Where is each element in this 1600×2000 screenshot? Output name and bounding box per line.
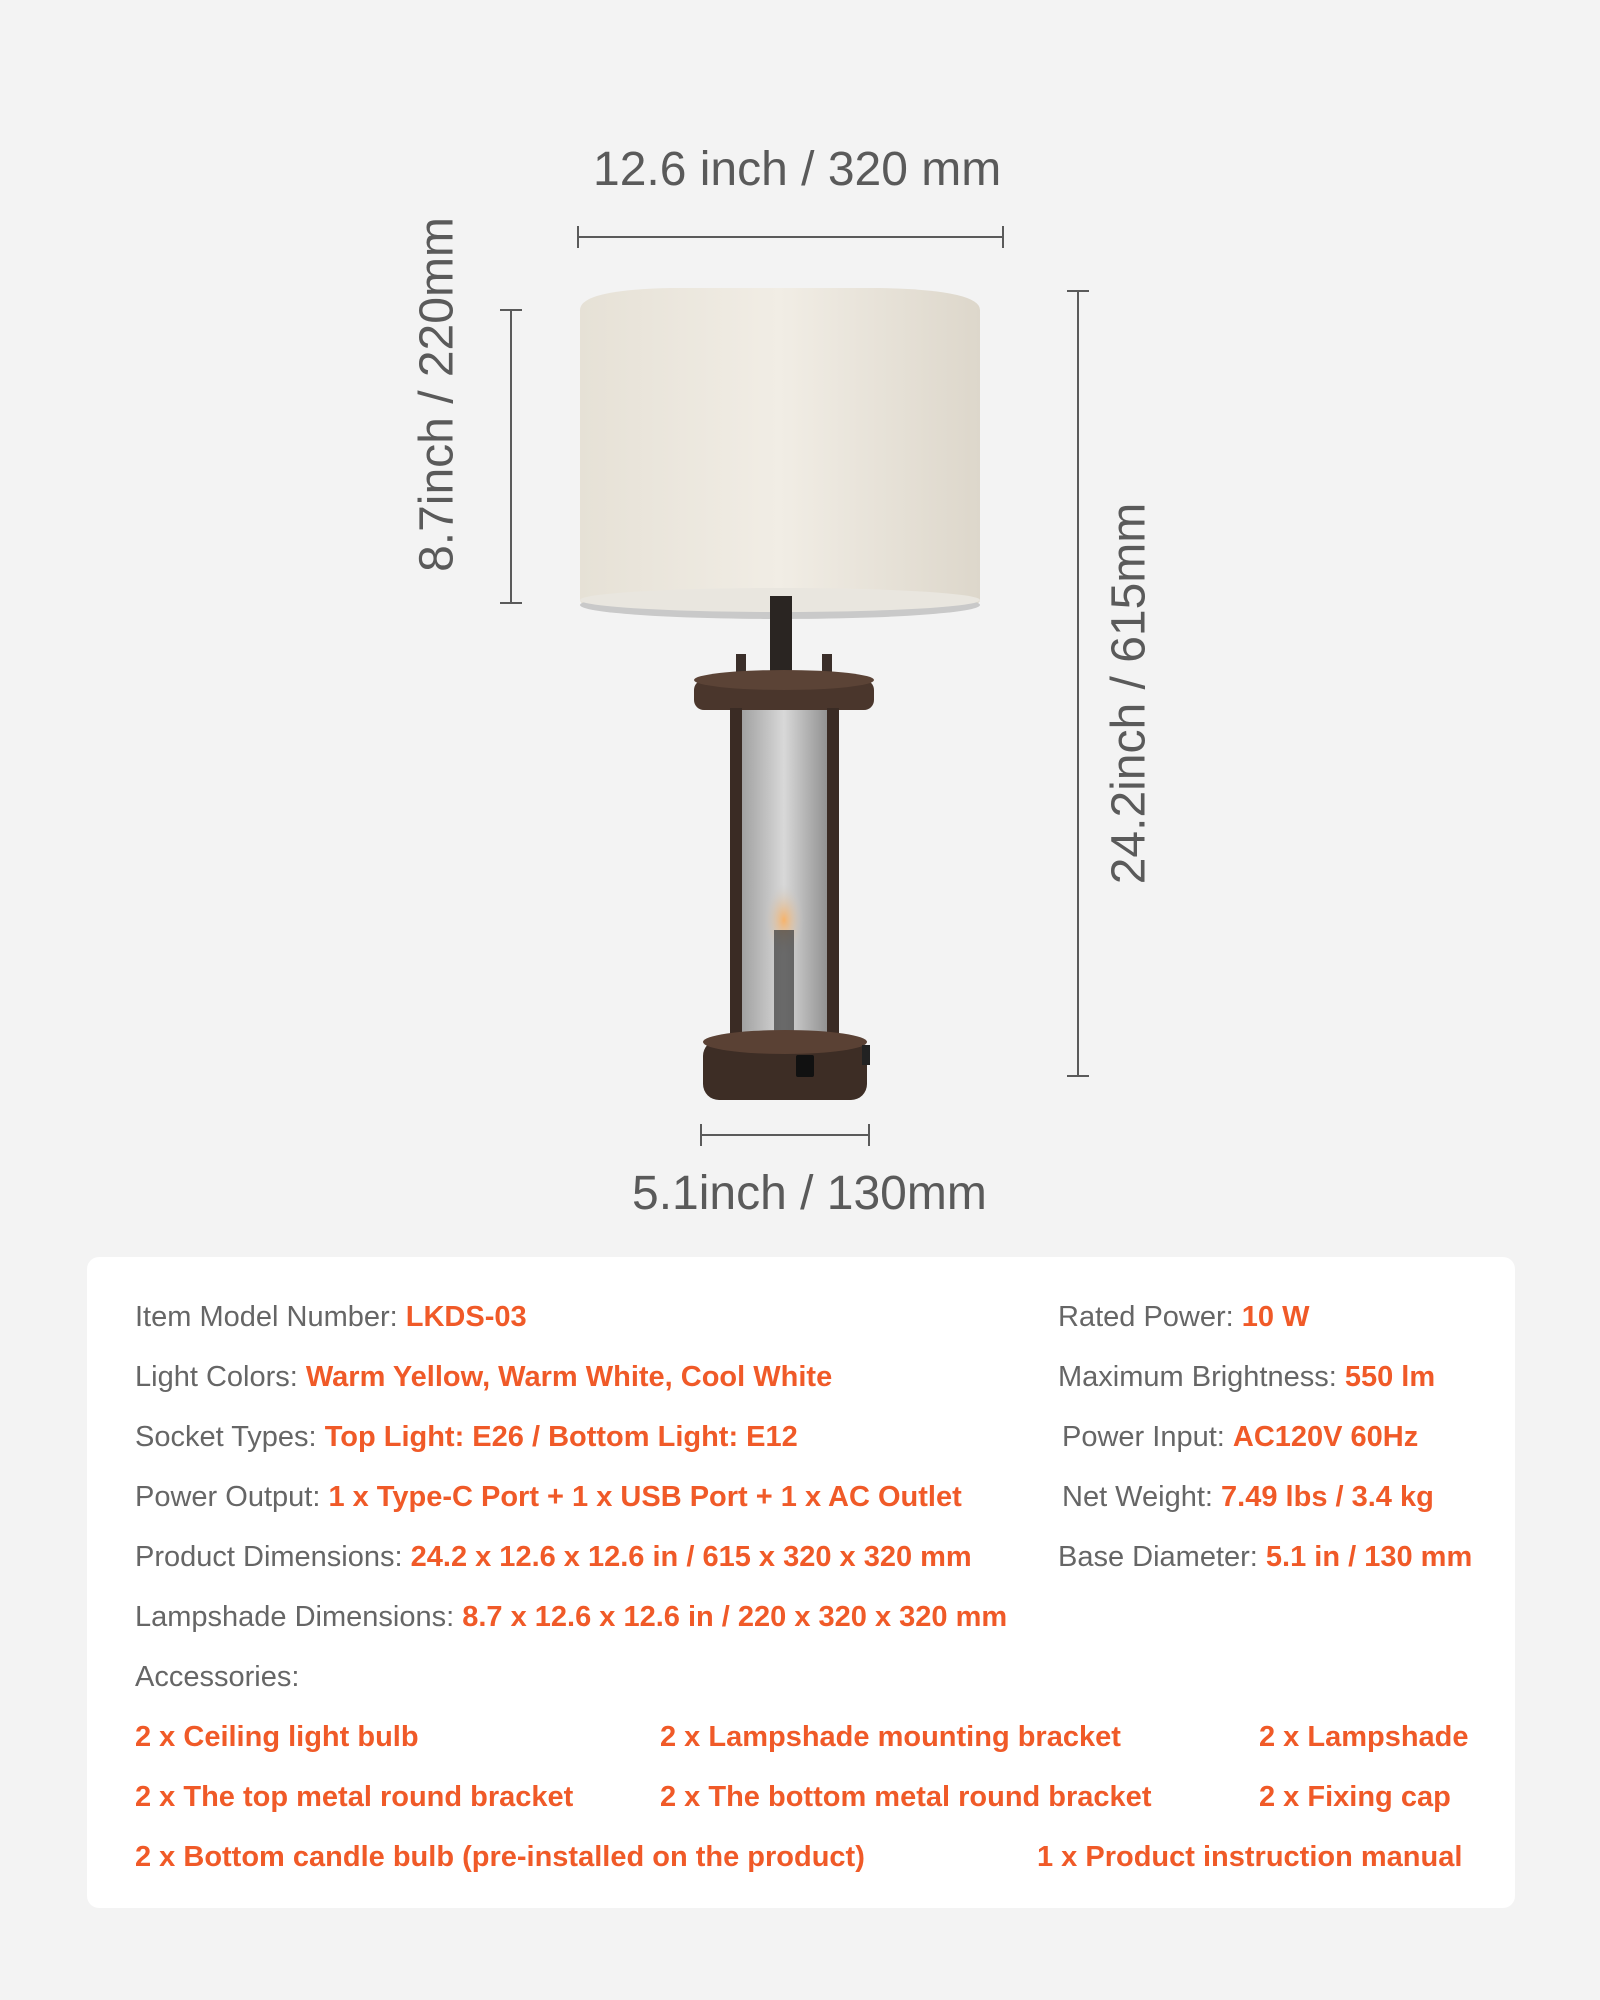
spec-max-brightness-value: 550 lm xyxy=(1344,1361,1436,1393)
spec-power-input xyxy=(1062,1421,1418,1454)
accessory-item: 2 x Fixing cap xyxy=(1259,1781,1451,1813)
spec-net-weight-value: 7.49 lbs / 3.4 kg xyxy=(1221,1481,1434,1513)
base-width-tick-left xyxy=(700,1124,702,1146)
spec-lampshade-dimensions-value: 8.7 x 12.6 x 12.6 in / 220 x 320 x 320 mm xyxy=(462,1601,1008,1633)
spec-light-colors xyxy=(135,1361,832,1394)
total-height-line xyxy=(1077,290,1079,1076)
spec-base-diameter xyxy=(1058,1541,1472,1574)
spec-net-weight-label: Net Weight: xyxy=(1062,1481,1222,1513)
base-width-label: 5.1inch / 130mm xyxy=(632,1167,987,1220)
spec-max-brightness-label: Maximum Brightness: xyxy=(1058,1361,1345,1393)
table-lamp-image xyxy=(560,280,1020,1120)
spec-model xyxy=(135,1301,527,1334)
right-rod xyxy=(827,708,839,1053)
total-height-tick-bottom xyxy=(1067,1075,1089,1077)
lamp-stem xyxy=(770,596,792,674)
lampshade xyxy=(580,288,980,619)
accessory-item: 2 x Lampshade xyxy=(1259,1721,1469,1753)
spec-model-value: LKDS-03 xyxy=(405,1301,527,1333)
spec-rated-power-label: Rated Power: xyxy=(1058,1301,1242,1333)
spec-lampshade-dimensions-label: Lampshade Dimensions: xyxy=(135,1601,463,1633)
accessory-item: 2 x Bottom candle bulb (pre-installed on the product) xyxy=(135,1841,865,1873)
shade-width-tick-left xyxy=(577,226,579,248)
spec-socket-value: Top Light: E26 / Bottom Light: E12 xyxy=(324,1421,798,1453)
spec-power-output xyxy=(135,1481,962,1514)
accessory-item: 2 x Ceiling light bulb xyxy=(135,1721,419,1753)
spec-socket xyxy=(135,1421,798,1454)
lamp-base xyxy=(703,1030,870,1100)
accessory-item: 2 x The top metal round bracket xyxy=(135,1781,574,1813)
accessory-item: 2 x The bottom metal round bracket xyxy=(660,1781,1152,1813)
spec-power-input-value: AC120V 60Hz xyxy=(1232,1421,1419,1453)
total-height-label: 24.2inch / 615mm xyxy=(1102,502,1156,885)
spec-rated-power-value: 10 W xyxy=(1241,1301,1310,1333)
spec-product-dimensions xyxy=(135,1541,972,1574)
spec-power-input-label: Power Input: xyxy=(1062,1421,1233,1453)
shade-width-label: 12.6 inch / 320 mm xyxy=(593,143,1002,196)
total-height-tick-top xyxy=(1067,290,1089,292)
spec-lampshade-dimensions xyxy=(135,1601,1007,1634)
spec-net-weight xyxy=(1062,1481,1434,1514)
shade-width-line xyxy=(577,236,1003,238)
spec-product-dimensions-value: 24.2 x 12.6 x 12.6 in / 615 x 320 x 320 mm xyxy=(410,1541,972,1573)
accessory-item: 2 x Lampshade mounting bracket xyxy=(660,1721,1121,1753)
left-rod xyxy=(730,708,742,1053)
spec-card xyxy=(87,1257,1515,1908)
spec-base-diameter-value: 5.1 in / 130 mm xyxy=(1265,1541,1473,1573)
shade-height-line xyxy=(510,309,512,603)
shade-height-tick-bottom xyxy=(500,602,522,604)
spec-model-label: Item Model Number: xyxy=(135,1301,406,1333)
spec-rated-power xyxy=(1058,1301,1309,1334)
base-width-tick-right xyxy=(868,1124,870,1146)
spec-socket-label: Socket Types: xyxy=(135,1421,325,1453)
spec-max-brightness xyxy=(1058,1361,1435,1394)
spec-base-diameter-label: Base Diameter: xyxy=(1058,1541,1266,1573)
base-width-line xyxy=(700,1134,870,1136)
spec-power-output-value: 1 x Type-C Port + 1 x USB Port + 1 x AC Outlet xyxy=(328,1481,962,1513)
accessory-item: 1 x Product instruction manual xyxy=(1037,1841,1463,1873)
spec-light-colors-label: Light Colors: xyxy=(135,1361,306,1393)
spec-product-dimensions-label: Product Dimensions: xyxy=(135,1541,411,1573)
shade-height-label: 8.7inch / 220mm xyxy=(410,217,464,572)
shade-height-tick-top xyxy=(500,309,522,311)
spec-power-output-label: Power Output: xyxy=(135,1481,329,1513)
accessories-heading: Accessories: xyxy=(135,1661,300,1693)
spec-light-colors-value: Warm Yellow, Warm White, Cool White xyxy=(305,1361,833,1393)
shade-width-tick-right xyxy=(1002,226,1004,248)
